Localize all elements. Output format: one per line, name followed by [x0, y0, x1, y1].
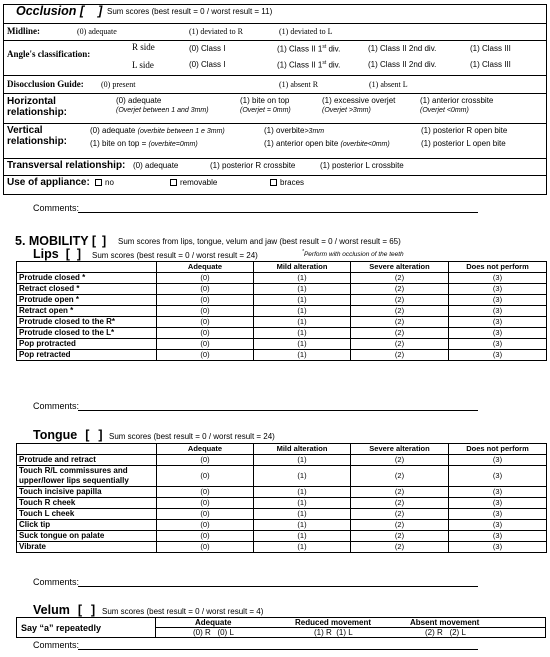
velum-adequate-values[interactable]: (0) R (0) L: [193, 628, 234, 637]
lips-score-option[interactable]: (0): [157, 328, 254, 339]
tongue-score-option[interactable]: (1): [254, 509, 351, 520]
occlusion-comments-line[interactable]: [78, 212, 478, 213]
transversal-adequate[interactable]: (0) adequate: [133, 161, 179, 170]
tongue-score-option[interactable]: (3): [449, 466, 547, 487]
transversal-posterior-l-crossbite[interactable]: (1) posterior L crossbite: [320, 161, 404, 170]
lips-score-option[interactable]: (0): [157, 306, 254, 317]
lips-score-option[interactable]: (0): [157, 284, 254, 295]
lips-score-option[interactable]: (1): [254, 295, 351, 306]
tongue-score-option[interactable]: (0): [157, 509, 254, 520]
angle-l-class3[interactable]: (1) Class III: [470, 60, 511, 69]
angle-l-class2-div1[interactable]: (1) Class II 1st div.: [277, 60, 341, 70]
tongue-header-row: [17, 444, 547, 455]
angle-r-side-label: R side: [132, 42, 155, 52]
lips-score-option[interactable]: (2): [351, 317, 449, 328]
lips-comments-line[interactable]: [78, 410, 478, 411]
tongue-score-option[interactable]: (2): [351, 455, 449, 466]
lips-row-label: Protrude open *: [17, 295, 157, 306]
lips-score-option[interactable]: (1): [254, 317, 351, 328]
lips-header-cell: Adequate: [157, 262, 254, 273]
velum-item-label: Say “a” repeatedly: [21, 623, 102, 633]
tongue-score-option[interactable]: (3): [449, 509, 547, 520]
tongue-header-cell: Does not perform: [449, 444, 547, 455]
tongue-score-option[interactable]: (3): [449, 542, 547, 553]
lips-sum-note: Sum scores (best result = 0 / worst result = 24): [92, 251, 258, 260]
appliance-label: Use of appliance:: [7, 177, 90, 188]
horizontal-anterior-crossbite[interactable]: (1) anterior crossbite (Overjet <0mm): [420, 96, 494, 114]
tongue-score-option[interactable]: (0): [157, 498, 254, 509]
vertical-bite-on-top[interactable]: (1) bite on top = (overbite=0mm): [90, 139, 198, 148]
velum-sum-note: Sum scores (best result = 0 / worst result = 4): [102, 607, 264, 616]
tongue-score-option[interactable]: (0): [157, 531, 254, 542]
lips-score-option[interactable]: (2): [351, 339, 449, 350]
lips-score-option[interactable]: (2): [351, 295, 449, 306]
angle-r-class2-div1[interactable]: (1) Class II 1st div.: [277, 44, 341, 54]
tongue-score-option[interactable]: (3): [449, 498, 547, 509]
angle-r-class3[interactable]: (1) Class III: [470, 44, 511, 53]
vertical-posterior-r-open-bite[interactable]: (1) posterior R open bite: [421, 126, 508, 135]
midline-option-deviated-r[interactable]: (1) deviated to R: [189, 27, 243, 36]
lips-score-option[interactable]: (2): [351, 273, 449, 284]
lips-score-option[interactable]: (2): [351, 328, 449, 339]
tongue-score-option[interactable]: (3): [449, 520, 547, 531]
lips-score-option[interactable]: (3): [449, 295, 547, 306]
lips-header-row: [17, 262, 547, 273]
tongue-row-label: Touch L cheek: [17, 509, 157, 520]
lips-score-option[interactable]: (1): [254, 306, 351, 317]
appliance-braces-checkbox[interactable]: braces: [270, 178, 304, 187]
lips-score-option[interactable]: (0): [157, 273, 254, 284]
horizontal-bite-on-top[interactable]: (1) bite on top (Overjet = 0mm): [240, 96, 291, 114]
table-row: [17, 284, 547, 295]
tongue-row-label: Protrude and retract: [17, 455, 157, 466]
lips-row-label: Retract closed *: [17, 284, 157, 295]
tongue-header-cell: [17, 444, 157, 455]
table-row: [17, 295, 547, 306]
table-row: [17, 531, 547, 542]
lips-header-cell: Severe alteration: [351, 262, 449, 273]
tongue-score-option[interactable]: (1): [254, 542, 351, 553]
tongue-header-cell: Adequate: [157, 444, 254, 455]
tongue-comments-label: Comments:: [33, 577, 80, 587]
velum-reduced-values[interactable]: (1) R (1) L: [314, 628, 353, 637]
table-row: [17, 487, 547, 498]
lips-score-option[interactable]: (0): [157, 317, 254, 328]
horizontal-adequate[interactable]: (0) adequate (Overjet between 1 and 3mm): [116, 96, 209, 114]
tongue-title: Tongue [ ]: [33, 428, 103, 442]
lips-score-option[interactable]: (2): [351, 350, 449, 361]
tongue-header-cell: Mild alteration: [254, 444, 351, 455]
lips-footnote: *Perform with occlusion of the teeth: [302, 249, 404, 259]
tongue-score-option[interactable]: (1): [254, 531, 351, 542]
table-row: [17, 455, 547, 466]
tongue-score-option[interactable]: (1): [254, 455, 351, 466]
midline-option-deviated-l[interactable]: (1) deviated to L: [279, 27, 333, 36]
tongue-score-option[interactable]: (1): [254, 466, 351, 487]
lips-score-option[interactable]: (2): [351, 306, 449, 317]
tongue-score-option[interactable]: (2): [351, 487, 449, 498]
velum-title: Velum [ ]: [33, 603, 96, 617]
occlusion-comments-label: Comments:: [33, 203, 80, 213]
lips-row-label: Pop protracted: [17, 339, 157, 350]
midline-option-adequate[interactable]: (0) adequate: [77, 27, 117, 36]
tongue-score-option[interactable]: (2): [351, 498, 449, 509]
tongue-row-label: Touch R cheek: [17, 498, 157, 509]
tongue-score-option[interactable]: (3): [449, 531, 547, 542]
lips-table: [16, 261, 547, 361]
tongue-comments-line[interactable]: [78, 586, 478, 587]
tongue-row-label: Suck tongue on palate: [17, 531, 157, 542]
disocclusion-present[interactable]: (0) present: [101, 80, 136, 89]
lips-title: Lips [ ]: [33, 247, 82, 261]
tongue-score-option[interactable]: (3): [449, 455, 547, 466]
lips-score-option[interactable]: (2): [351, 284, 449, 295]
tongue-score-option[interactable]: (2): [351, 520, 449, 531]
vertical-anterior-open-bite[interactable]: (1) anterior open bite (overbite<0mm): [264, 139, 390, 148]
table-row: [17, 520, 547, 531]
velum-header-absent: Absent movement: [410, 618, 480, 627]
lips-row-label: Protrude closed *: [17, 273, 157, 284]
lips-header-cell: Mild alteration: [254, 262, 351, 273]
tongue-score-option[interactable]: (1): [254, 498, 351, 509]
vertical-posterior-l-open-bite[interactable]: (1) posterior L open bite: [421, 139, 506, 148]
lips-score-option[interactable]: (1): [254, 273, 351, 284]
velum-header-reduced: Reduced movement: [295, 618, 372, 627]
tongue-row-label: Vibrate: [17, 542, 157, 553]
lips-score-option[interactable]: (1): [254, 284, 351, 295]
lips-score-option[interactable]: (3): [449, 317, 547, 328]
velum-comments-line[interactable]: [78, 649, 478, 650]
vertical-adequate[interactable]: (0) adequate (overbite between 1 e 3mm): [90, 126, 225, 135]
table-row: [17, 328, 547, 339]
table-row: [17, 466, 547, 487]
tongue-row-label: Click tip: [17, 520, 157, 531]
table-row: [17, 339, 547, 350]
lips-score-option[interactable]: (1): [254, 350, 351, 361]
velum-header-adequate: Adequate: [195, 618, 232, 627]
table-row: [17, 498, 547, 509]
lips-row-label: Protrude closed to the L*: [17, 328, 157, 339]
checkbox-icon: [170, 179, 177, 186]
velum-comments-label: Comments:: [33, 640, 80, 650]
lips-row-label: Protrude closed to the R*: [17, 317, 157, 328]
table-row: [17, 273, 547, 284]
tongue-score-option[interactable]: (1): [254, 520, 351, 531]
angle-r-class1[interactable]: (0) Class I: [189, 44, 226, 53]
vertical-label: Vertical relationship:: [7, 125, 68, 147]
vertical-overbite[interactable]: (1) overbite>3mm: [264, 126, 325, 135]
appliance-no-checkbox[interactable]: no: [95, 178, 114, 187]
checkbox-icon: [270, 179, 277, 186]
lips-score-option[interactable]: (3): [449, 328, 547, 339]
lips-header-cell: [17, 262, 157, 273]
lips-row-label: Pop retracted: [17, 350, 157, 361]
tongue-score-option[interactable]: (1): [254, 487, 351, 498]
lips-score-option[interactable]: (3): [449, 284, 547, 295]
midline-label: Midline:: [7, 26, 40, 36]
tongue-score-option[interactable]: (0): [157, 520, 254, 531]
lips-score-option[interactable]: (0): [157, 339, 254, 350]
angle-label: Angle's classification:: [7, 49, 91, 59]
tongue-header-cell: Severe alteration: [351, 444, 449, 455]
lips-score-option[interactable]: (3): [449, 273, 547, 284]
appliance-removable-checkbox[interactable]: removable: [170, 178, 217, 187]
tongue-score-option[interactable]: (3): [449, 487, 547, 498]
tongue-score-option[interactable]: (0): [157, 455, 254, 466]
lips-row-label: Retract open *: [17, 306, 157, 317]
tongue-score-option[interactable]: (2): [351, 509, 449, 520]
table-row: [17, 509, 547, 520]
lips-score-option[interactable]: (3): [449, 339, 547, 350]
tongue-score-option[interactable]: (0): [157, 542, 254, 553]
lips-score-option[interactable]: (1): [254, 339, 351, 350]
disocclusion-absent-l[interactable]: (1) absent L: [369, 80, 408, 89]
velum-table: [16, 617, 546, 638]
velum-absent-values[interactable]: (2) R (2) L: [425, 628, 466, 637]
occlusion-sum-note: Sum scores (best result = 0 / worst result = 11): [107, 7, 273, 16]
occlusion-title: Occlusion [ ]: [16, 4, 103, 18]
mobility-title: 5. MOBILITY [ ]: [15, 234, 107, 248]
table-row: [17, 350, 547, 361]
angle-l-class1[interactable]: (0) Class I: [189, 60, 226, 69]
horizontal-excessive-overjet[interactable]: (1) excessive overjet (Overjet >3mm): [322, 96, 396, 114]
lips-score-option[interactable]: (1): [254, 328, 351, 339]
tongue-row-label: Touch R/L commissures and upper/lower lips sequentially: [17, 466, 157, 487]
mobility-sum-note: Sum scores from lips, tongue, velum and jaw (best result = 0 / worst result = 65): [118, 237, 401, 246]
angle-l-side-label: L side: [132, 60, 154, 70]
tongue-row-label: Touch incisive papilla: [17, 487, 157, 498]
lips-score-option[interactable]: (0): [157, 350, 254, 361]
transversal-label: Transversal relationship:: [7, 160, 126, 171]
tongue-score-option[interactable]: (2): [351, 542, 449, 553]
disocclusion-absent-r[interactable]: (1) absent R: [279, 80, 319, 89]
table-row: [17, 542, 547, 553]
disocclusion-label: Disocclusion Guide:: [7, 79, 84, 89]
angle-l-class2-div2[interactable]: (1) Class II 2nd div.: [368, 60, 437, 69]
lips-score-option[interactable]: (0): [157, 295, 254, 306]
tongue-score-option[interactable]: (2): [351, 531, 449, 542]
lips-header-cell: Does not perform: [449, 262, 547, 273]
checkbox-icon: [95, 179, 102, 186]
lips-score-option[interactable]: (3): [449, 350, 547, 361]
angle-r-class2-div2[interactable]: (1) Class II 2nd div.: [368, 44, 437, 53]
lips-score-option[interactable]: (3): [449, 306, 547, 317]
table-row: [17, 317, 547, 328]
tongue-sum-note: Sum scores (best result = 0 / worst result = 24): [109, 432, 275, 441]
horizontal-label: Horizontal relationship:: [7, 96, 68, 118]
tongue-score-option[interactable]: (0): [157, 466, 254, 487]
transversal-posterior-r-crossbite[interactable]: (1) posterior R crossbite: [210, 161, 296, 170]
tongue-score-option[interactable]: (0): [157, 487, 254, 498]
tongue-table: [16, 443, 547, 553]
tongue-score-option[interactable]: (2): [351, 466, 449, 487]
table-row: [17, 306, 547, 317]
lips-comments-label: Comments:: [33, 401, 80, 411]
